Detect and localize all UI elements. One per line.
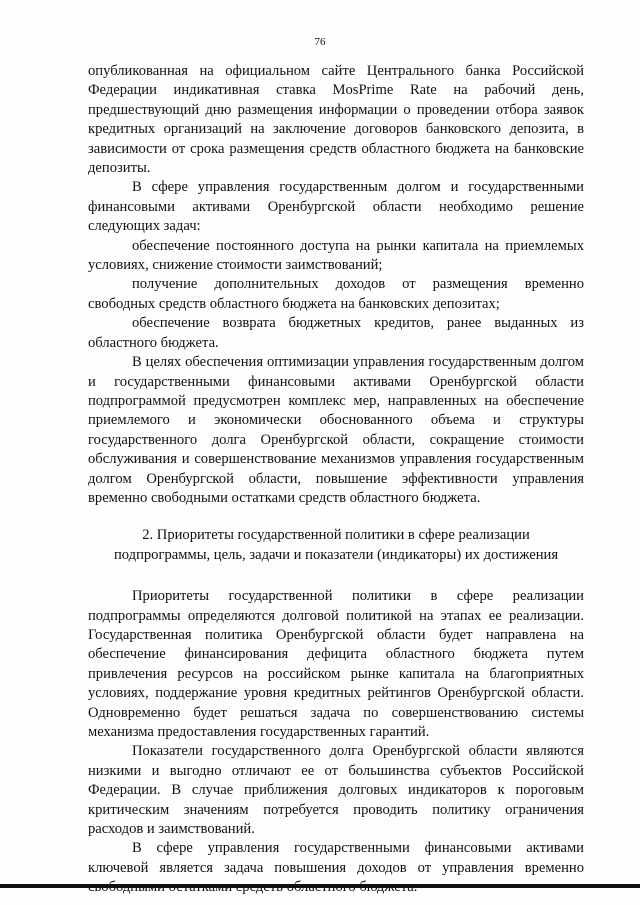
page-number: 76: [314, 36, 326, 48]
paragraph-priorities: Приоритеты государственной политики в сфере реализации подпрограммы определяются долговой политикой на этапах ее реализации. Государственная политика Оренбургской области будет направлена на обеспечение финансирования дефицита областного бюджета путем привлечения ресурсов на российском рынке капитала на благоприятных условиях, поддержание уровня кредитных рейтингов Оренбургской области. Одновременно будет решаться задача по совершенствованию системы механизма предоставления государственных гарантий.: [88, 588, 584, 740]
section-heading-line-1: 2. Приоритеты государственной политики в сфере реализации: [142, 527, 530, 544]
paragraph-task-1: обеспечение постоянного доступа на рынки капитала на приемлемых условиях, снижение стоимости заимствований;: [88, 237, 584, 274]
paragraph-task-2: получение дополнительных доходов от размещения временно свободных средств областного бюджета на банковских депозитах;: [88, 276, 584, 312]
document-body: [88, 62, 584, 898]
paragraph-task-3: обеспечение возврата бюджетных кредитов, ранее выданных из областного бюджета.: [88, 315, 584, 351]
section-heading-line-2: подпрограммы, цель, задачи и показатели (индикаторы) их достижения: [113, 546, 559, 563]
bottom-scan-edge: [0, 884, 640, 888]
paragraph-tasks-intro: В сфере управления государственным долгом и государственными финансовыми активами Оренбургской области необходимо решение следующих задач:: [88, 179, 584, 235]
paragraph-financial-assets: В сфере управления государственными финансовыми активами ключевой является задача повышения доходов от управления временно: [88, 840, 584, 876]
paragraph-continuation: опубликованная на официальном сайте Центрального банка Российской Федерации индикативная ставка MosPrime Rate на рабочий день, предшествующий дню размещения информации о проведении отбора заявок кредитных организаций на заключение договоров банковского депозита, в зависимости от срока размещения средств областного бюджета на банковские депозиты.: [88, 63, 584, 177]
paragraph-debt-indicators: Показатели государственного долга Оренбургской области являются низкими и выгодно отличают ее от большинства субъектов Российской Федерации. В случае приближения долговых индикаторов к пороговым критическим значениям потребуется проводить политику ограничения расходов и заимствований.: [88, 743, 584, 838]
paragraph-measures: В целях обеспечения оптимизации управления государственным долгом и государственными финансовыми активами Оренбургской области подпрограммой предусмотрен комплекс мер, направленных на обеспечение приемлемого и экономически обоснованного объема и структуры государственного долга Оренбургской области, сокращение стоимости обслуживания и совершенствование механизмов управления государственным долгом Оренбургской области, повышение эффективности управления временно свободными остатками средств областного бюджета.: [88, 354, 584, 506]
section-heading: [88, 526, 584, 565]
